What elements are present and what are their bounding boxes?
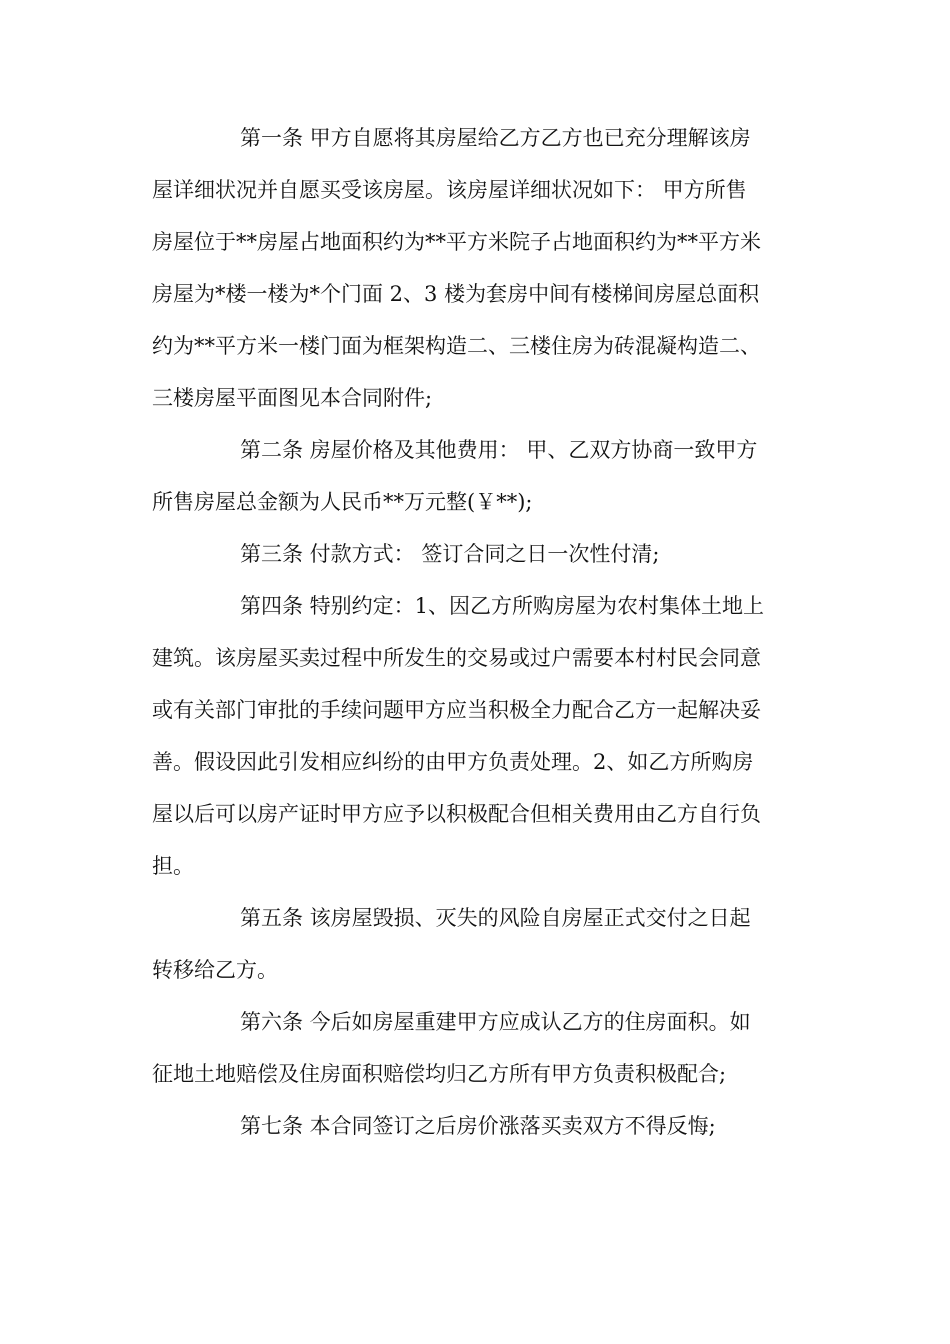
article-1-line-3: 房屋位于**房屋占地面积约为**平方米院子占地面积约为**平方米 <box>152 230 761 254</box>
article-5-line-2: 转移给乙方。 <box>152 958 278 982</box>
article-2-line-2: 所售房屋总金额为人民币**万元整(￥**); <box>152 490 533 514</box>
article-4-line-5: 屋以后可以房产证时甲方应予以积极配合但相关费用由乙方自行负 <box>152 802 761 826</box>
article-1-line-1: 第一条 甲方自愿将其房屋给乙方乙方也已充分理解该房 <box>240 126 751 150</box>
article-1-line-4: 房屋为*楼一楼为*个门面 2、3 楼为套房中间有楼梯间房屋总面积 <box>152 282 760 306</box>
article-4-line-3: 或有关部门审批的手续问题甲方应当积极全力配合乙方一起解决妥 <box>152 698 761 722</box>
article-4-line-4: 善。假设因此引发相应纠纷的由甲方负责处理。2、如乙方所购房 <box>152 750 754 774</box>
article-1-line-6: 三楼房屋平面图见本合同附件; <box>152 386 433 410</box>
article-1-line-2: 屋详细状况并自愿买受该房屋。该房屋详细状况如下： 甲方所售 <box>152 178 747 202</box>
article-4-line-2: 建筑。该房屋买卖过程中所发生的交易或过户需要本村村民会同意 <box>152 646 761 670</box>
article-6-line-2: 征地土地赔偿及住房面积赔偿均归乙方所有甲方负责积极配合; <box>152 1062 727 1086</box>
article-3-line-1: 第三条 付款方式： 签订合同之日一次性付清; <box>240 542 660 566</box>
article-4-line-1: 第四条 特别约定：1、因乙方所购房屋为农村集体土地上 <box>240 594 765 618</box>
article-7-line-1: 第七条 本合同签订之后房价涨落买卖双方不得反悔; <box>240 1114 716 1138</box>
article-2-line-1: 第二条 房屋价格及其他费用： 甲、乙双方协商一致甲方 <box>240 438 758 462</box>
article-4-line-6: 担。 <box>152 854 194 878</box>
article-6-line-1: 第六条 今后如房屋重建甲方应成认乙方的住房面积。如 <box>240 1010 751 1034</box>
article-5-line-1: 第五条 该房屋毁损、灭失的风险自房屋正式交付之日起 <box>240 906 751 930</box>
article-1-line-5: 约为**平方米一楼门面为框架构造二、三楼住房为砖混凝构造二、 <box>152 334 761 358</box>
